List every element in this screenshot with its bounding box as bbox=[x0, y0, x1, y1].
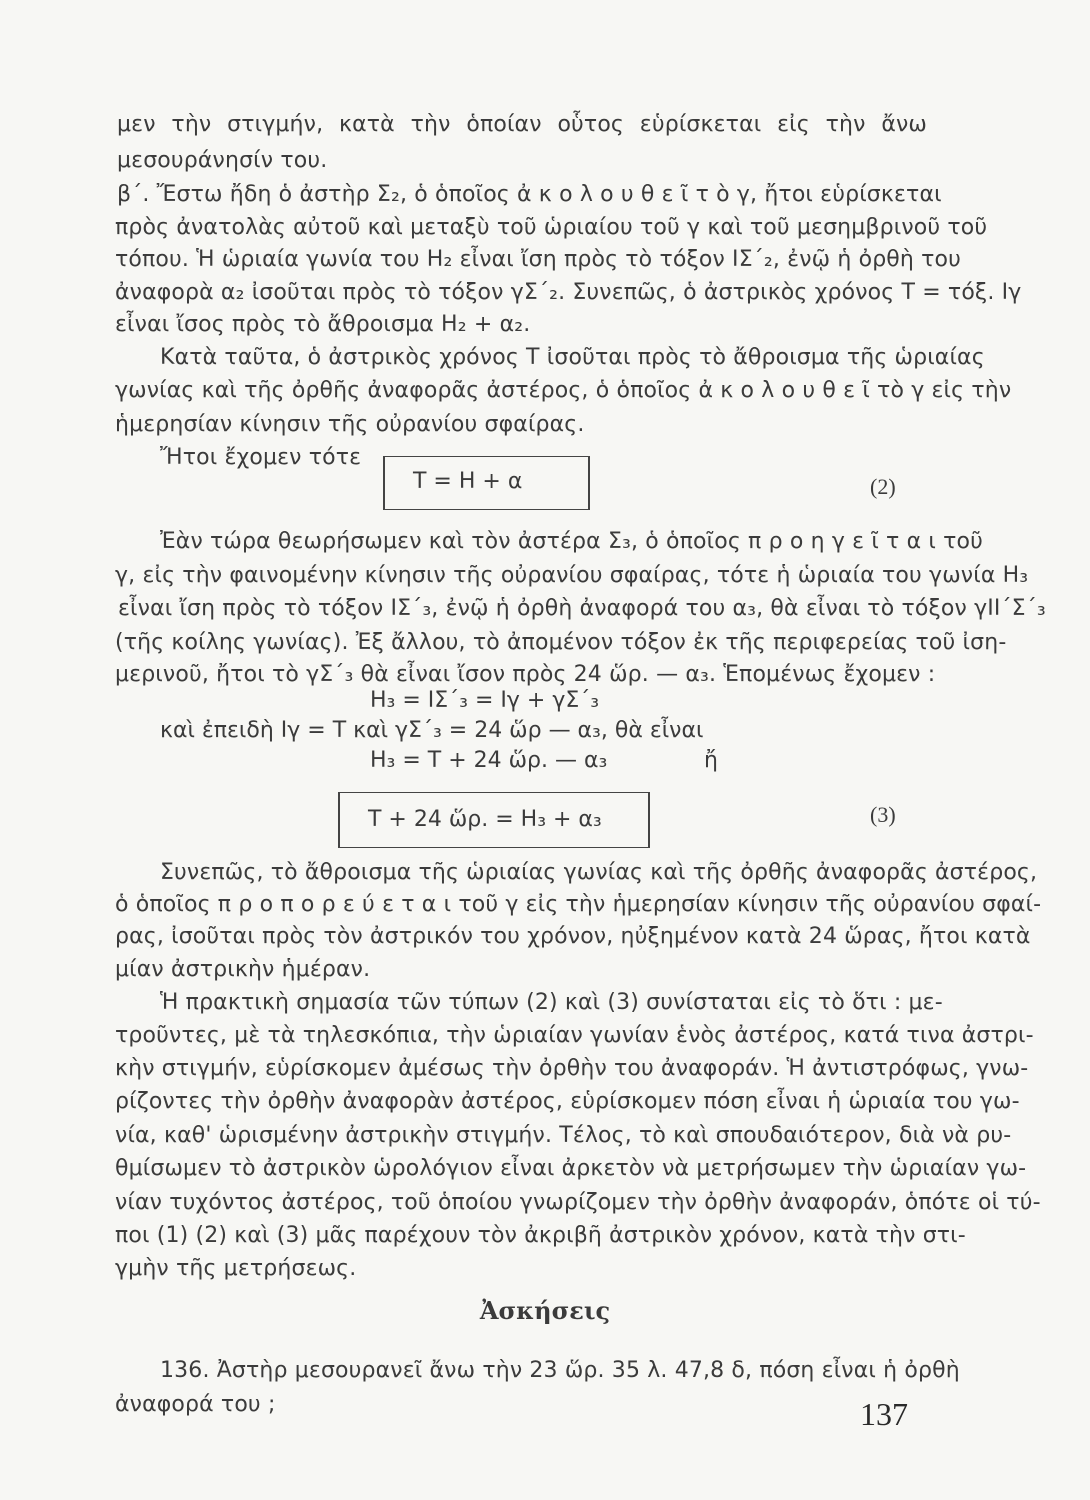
page-number: 137 bbox=[860, 1396, 908, 1432]
text-line: εἶναι ἴση πρὸς τὸ τόξον ΙΣ΄₃, ἐνῷ ἡ ὀρθὴ ἀναφορά του α₃, θὰ εἶναι τὸ τόξον γΙΙ΄Σ΄₃ bbox=[118, 596, 1046, 621]
text-line: θμίσωμεν τὸ ἀστρικὸν ὡρολόγιον εἶναι ἀρκετὸν νὰ μετρήσωμεν τὴν ὡριαίαν γω- bbox=[115, 1156, 1027, 1181]
text-line: Κατὰ ταῦτα, ὁ ἀστρικὸς χρόνος Τ ἰσοῦται πρὸς τὸ ἄθροισμα τῆς ὡριαίας bbox=[160, 345, 985, 370]
text-line: γμὴν τῆς μετρήσεως. bbox=[115, 1256, 357, 1281]
equation-line: καὶ ἐπειδὴ Ιγ = Τ καὶ γΣ΄₃ = 24 ὥρ — α₃, θὰ εἶναι bbox=[160, 718, 704, 743]
equation-box-2 bbox=[383, 456, 590, 510]
text-line: ποι (1) (2) καὶ (3) μᾶς παρέχουν τὸν ἀκριβῆ ἀστρικὸν χρόνον, κατὰ τὴν στι- bbox=[115, 1223, 966, 1248]
text-line: Ἡ πρακτικὴ σημασία τῶν τύπων (2) καὶ (3) συνίσταται εἰς τὸ ὅτι : με- bbox=[160, 990, 943, 1015]
text-line: νίαν τυχόντος ἀστέρος, τοῦ ὁποίου γνωρίζομεν τὴν ὀρθὴν ἀναφοράν, ὁπότε οἱ τύ- bbox=[115, 1190, 1041, 1215]
text-line: πρὸς ἀνατολὰς αὐτοῦ καὶ μεταξὺ τοῦ ὡριαίου τοῦ γ καὶ τοῦ μεσημβρινοῦ τοῦ bbox=[115, 215, 988, 240]
text-line: εἶναι ἴσος πρὸς τὸ ἄθροισμα Η₂ + α₂. bbox=[115, 312, 531, 337]
equation-box-3 bbox=[338, 792, 650, 848]
text-line: νία, καθ' ὡρισμένην ἀστρικὴν στιγμήν. Τέλος, τὸ καὶ σπουδαιότερον, διὰ νὰ ρυ- bbox=[115, 1123, 1012, 1148]
text-line: ἀναφορὰ α₂ ἰσοῦται πρὸς τὸ τόξον γΣ΄₂. Συνεπῶς, ὁ ἀστρικὸς χρόνος Τ = τόξ. Ιγ bbox=[115, 280, 1022, 305]
text-line: ρίζοντες τὴν ὀρθὴν ἀναφορὰν ἀστέρος, εὑρίσκομεν πόση εἶναι ἡ ὡριαία του γω- bbox=[115, 1089, 1020, 1114]
text-line: μίαν ἀστρικὴν ἡμέραν. bbox=[115, 957, 371, 982]
equation-line: Η₃ = ΙΣ΄₃ = Ιγ + γΣ΄₃ bbox=[370, 688, 600, 713]
exercise-line: ἀναφορά του ; bbox=[115, 1392, 276, 1417]
text-line: γ, εἰς τὴν φαινομένην κίνησιν τῆς οὐρανίου σφαίρας, τότε ἡ ὡριαία του γωνία Η₃ bbox=[115, 563, 1029, 588]
text-line: ρας, ἰσοῦται πρὸς τὸν ἀστρικόν του χρόνον, ηὐξημένον κατὰ 24 ὥρας, ἤτοι κατὰ bbox=[115, 924, 1031, 949]
text-line: ὁ ὁποῖος π ρ ο π ο ρ ε ύ ε τ α ι τοῦ γ εἰς τὴν ἡμερησίαν κίνησιν τῆς οὐρανίου σφαί- bbox=[115, 892, 1042, 917]
text-line: μεσουράνησίν του. bbox=[117, 148, 328, 173]
section-heading: Ἀσκήσεις bbox=[479, 1296, 611, 1325]
text-line: Συνεπῶς, τὸ ἄθροισμα τῆς ὡριαίας γωνίας καὶ τῆς ὀρθῆς ἀναφορᾶς ἀστέρος, bbox=[160, 860, 1038, 885]
text-line: β΄. Ἔστω ἤδη ὁ ἀστὴρ Σ₂, ὁ ὁποῖος ἀ κ ο λ ο υ θ ε ῖ τ ὸ γ, ἤτοι εὑρίσκεται bbox=[117, 182, 942, 207]
equation-3: Τ + 24 ὥρ. = Η₃ + α₃ bbox=[368, 807, 602, 832]
equation-line: Η₃ = Τ + 24 ὥρ. — α₃ bbox=[370, 748, 608, 773]
equation-2: Τ = Η + α bbox=[413, 469, 523, 494]
text-line: γωνίας καὶ τῆς ὀρθῆς ἀναφορᾶς ἀστέρος, ὁ ὁποῖος ἀ κ ο λ ο υ θ ε ῖ τὸ γ εἰς τὴν bbox=[115, 378, 1012, 403]
text-line: τροῦντες, μὲ τὰ τηλεσκόπια, τὴν ὡριαίαν γωνίαν ἑνὸς ἀστέρος, κατά τινα ἀστρι- bbox=[115, 1023, 1034, 1048]
equation-number-2: (2) bbox=[870, 474, 896, 499]
text-line: (τῆς κοίλης γωνίας). Ἐξ ἄλλου, τὸ ἀπομένον τόξον ἐκ τῆς περιφερείας τοῦ ἰση- bbox=[115, 630, 1007, 655]
equation-number-3: (3) bbox=[870, 802, 896, 827]
text-line: ἡμερησίαν κίνησιν τῆς οὐρανίου σφαίρας. bbox=[115, 412, 585, 437]
exercise-line: 136. Ἀστὴρ μεσουρανεῖ ἄνω τὴν 23 ὥρ. 35 λ. 47,8 δ, πόση εἶναι ἡ ὀρθὴ bbox=[160, 1358, 960, 1383]
text-line: Ἐὰν τώρα θεωρήσωμεν καὶ τὸν ἀστέρα Σ₃, ὁ ὁποῖος π ρ ο η γ ε ῖ τ α ι τοῦ bbox=[160, 529, 984, 554]
text-line: μεν τὴν στιγμήν, κατὰ τὴν ὁποίαν οὗτος εὑρίσκεται εἰς τὴν ἄνω bbox=[117, 112, 927, 137]
text-line: τόπου. Ἡ ὡριαία γωνία του Η₂ εἶναι ἴση πρὸς τὸ τόξον ΙΣ΄₂, ἐνῷ ἡ ὀρθὴ του bbox=[115, 247, 962, 272]
text-line: κὴν στιγμήν, εὑρίσκομεν ἀμέσως τὴν ὀρθὴν του ἀναφοράν. Ἡ ἀντιστρόφως, γνω- bbox=[115, 1056, 1029, 1081]
text-line: Ἤτοι ἔχομεν τότε bbox=[160, 445, 362, 470]
text-line: μερινοῦ, ἤτοι τὸ γΣ΄₃ θὰ εἶναι ἴσον πρὸς 24 ὥρ. — α₃. Ἑπομένως ἔχομεν : bbox=[115, 662, 936, 687]
equation-connector: ἤ bbox=[704, 748, 718, 773]
